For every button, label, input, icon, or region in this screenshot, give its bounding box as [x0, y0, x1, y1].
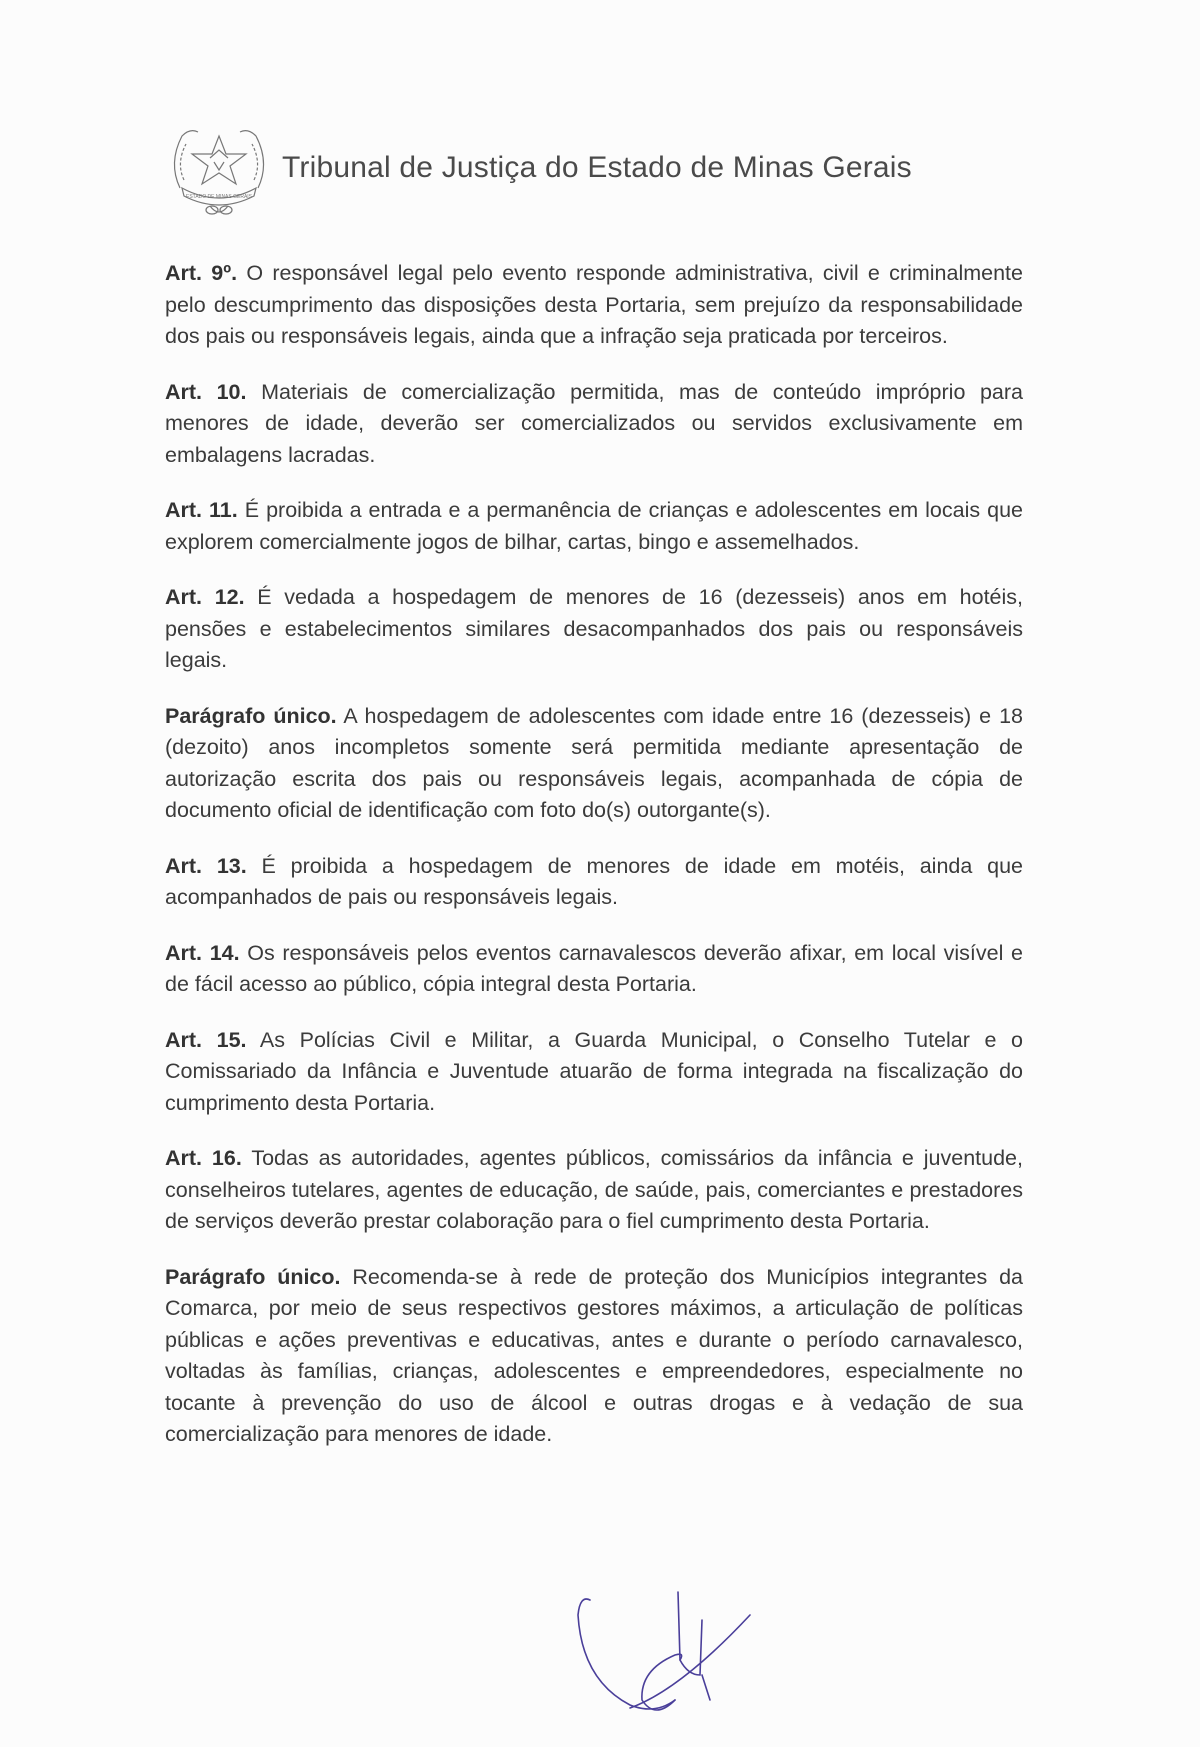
article-12-sole-paragraph: [165, 701, 1023, 827]
document-body: [165, 258, 1023, 1475]
article-text: É proibida a hospedagem de menores de idade em motéis, ainda que acompanhados de pais ou responsáveis legais.: [165, 853, 1023, 909]
article-text: É proibida a entrada e a permanência de crianças e adolescentes em locais que explorem comercialmente jogos de bilhar, cartas, bingo e assemelhados.: [165, 498, 1023, 554]
paragraph-label: Parágrafo único.: [165, 703, 337, 728]
svg-text:ESTADO DE MINAS GERAIS: ESTADO DE MINAS GERAIS: [185, 194, 253, 200]
coat-of-arms-icon: [160, 118, 278, 218]
article-label: Art. 16.: [165, 1146, 242, 1170]
article-13: [165, 851, 1023, 914]
letterhead: [160, 118, 912, 218]
handwritten-signature: [560, 1590, 760, 1740]
article-text: As Polícias Civil e Militar, a Guarda Municipal, o Conselho Tutelar e o Comissariado da Infância e Juventude atuarão de forma integrada na fiscalização do cumprimento desta Portaria.: [165, 1027, 1024, 1115]
article-label: Art. 13.: [165, 853, 247, 878]
article-16-sole-paragraph: [165, 1262, 1023, 1451]
paragraph-text: Recomenda-se à rede de proteção dos Municípios integrantes da Comarca, por meio de seus respectivos gestores máximos, a articulação de políticas públicas e ações preventivas e educativas, antes e durante o período carnavalesco, voltadas às famílias, crianças, adolescentes e empreendedores, especialmente no tocante à prevenção do uso de álcool e outras drogas e à vedação de sua comercialização para menores de idade.: [165, 1264, 1023, 1446]
article-15: [165, 1025, 1023, 1120]
article-label: Art. 14.: [165, 940, 240, 965]
article-label: Art. 12.: [165, 585, 245, 609]
article-text: Todas as autoridades, agentes públicos, comissários da infância e juventude, conselheiros tutelares, agentes de educação, de saúde, pais, comerciantes e prestadores de serviços deverão prestar colaboração para o fiel cumprimento desta Portaria.: [165, 1146, 1023, 1233]
article-text: É vedada a hospedagem de menores de 16 (dezesseis) anos em hotéis, pensões e estabelecimentos similares desacompanhados dos pais ou responsáveis legais.: [165, 585, 1024, 672]
article-label: Art. 9º.: [165, 261, 238, 285]
article-text: Materiais de comercialização permitida, mas de conteúdo impróprio para menores de idade, deverão ser comercializados ou servidos exclusivamente em embalagens lacradas.: [165, 379, 1024, 467]
paragraph-text: A hospedagem de adolescentes com idade entre 16 (dezesseis) e 18 (dezoito) anos incompletos somente será permitida mediante apresentação de autorização escrita dos pais ou responsáveis legais, acompanhada de cópia de documento oficial de identificação com foto do(s) outorgante(s).: [165, 703, 1023, 822]
article-text: O responsável legal pelo evento responde administrativa, civil e criminalmente pelo descumprimento das disposições desta Portaria, sem prejuízo da responsabilidade dos pais ou responsáveis legais, ainda que a infração seja praticada por terceiros.: [165, 261, 1023, 348]
article-16: [165, 1143, 1023, 1238]
article-label: Art. 15.: [165, 1027, 247, 1052]
article-text: Os responsáveis pelos eventos carnavalescos deverão afixar, em local visível e de fácil acesso ao público, cópia integral desta Portaria.: [165, 940, 1023, 996]
court-name: Tribunal de Justiça do Estado de Minas Gerais: [282, 151, 912, 184]
article-label: Art. 11.: [165, 498, 238, 522]
article-11: [165, 495, 1023, 558]
article-14: [165, 938, 1023, 1001]
article-10: [165, 377, 1023, 472]
article-9: [165, 258, 1023, 353]
paragraph-label: Parágrafo único.: [165, 1264, 341, 1289]
article-12: [165, 582, 1023, 677]
article-label: Art. 10.: [165, 379, 247, 404]
